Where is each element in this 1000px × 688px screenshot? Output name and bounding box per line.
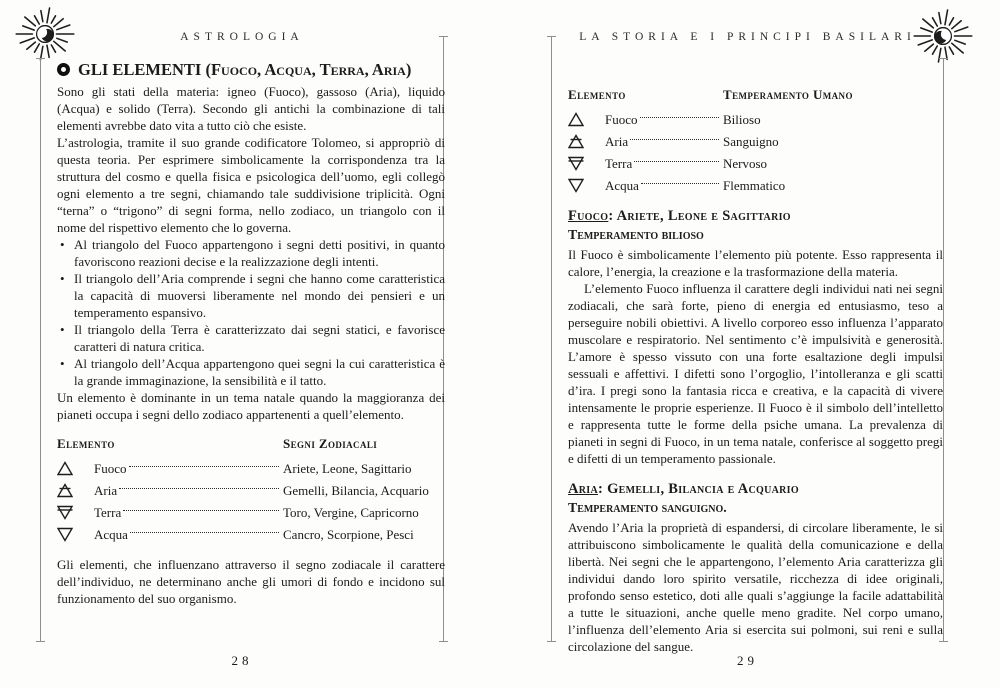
bullet-item: • Il triangolo della Terra è caratterizzato dai segni statici, e favorisce caratteri di natura critica. xyxy=(57,321,445,355)
column-header-elemento: Elemento xyxy=(57,436,115,451)
bullet-list xyxy=(57,236,445,389)
running-head-right: LA STORIA E I PRINCIPI BASILARI xyxy=(579,31,916,43)
element-name: Terra xyxy=(94,504,122,520)
page-number-left: 28 xyxy=(231,653,253,668)
column-header-segni: Segni Zodiacali xyxy=(283,436,378,451)
table-row xyxy=(57,501,445,523)
table-row xyxy=(57,457,445,479)
table-header xyxy=(568,86,943,103)
bullet-item: • Il triangolo dell’Aria comprende i segni che hanno come caratteristica la capacità di muoversi liberamente nel mondo dei pensieri e un temperamento espansivo. xyxy=(57,270,445,321)
element-signs: Ariete, Leone, Sagittario xyxy=(283,460,412,476)
air-triangle-icon xyxy=(57,483,94,498)
section-subheading: Temperamento sanguigno. xyxy=(568,500,727,515)
element-name: Fuoco xyxy=(605,111,638,127)
right-page-inner-rule xyxy=(551,36,552,642)
column-header-temperamento: Temperamento Umano xyxy=(723,87,853,102)
paragraph: Il Fuoco è simbolicamente l’elemento più potente. Esso rappresenta il calore, l’energia, la creazione e la trasformazione della materia. xyxy=(568,247,943,279)
dotted-leader xyxy=(123,509,279,511)
right-page-outer-rule xyxy=(943,58,944,642)
air-triangle-icon xyxy=(568,134,605,149)
dotted-leader xyxy=(641,182,719,184)
section-aria xyxy=(568,480,943,655)
element-name: Acqua xyxy=(605,177,639,193)
paragraph: Avendo l’Aria la proprietà di espandersi, di circolare liberamente, le si attribuiscono simbolicamente le qualità della comunicazione e della libertà. Nei segni che le appartengono, l’elemento Aria caratterizza gli individui dando loro spirito versatile, ricchezza di idee originali, profondo senso estetico, doti alle quali s’aggiunge la facile adattabilità a tutte le situazioni, anche quelle meno gradite. Nel corpo umano, l’influenza dell’elemento Aria si esercita sui polmoni, sui reni e sulla circolazione del sangue. xyxy=(568,520,943,654)
paragraph: Un elemento è dominante in un tema natale quando la maggioranza dei pianeti occupa i segni dello zodiaco appartenenti a quell’elemento. xyxy=(57,390,445,422)
element-heading-underlined: Aria xyxy=(568,481,599,497)
element-signs: Toro, Vergine, Capricorno xyxy=(283,504,419,520)
element-name: Aria xyxy=(605,133,629,149)
dotted-leader xyxy=(130,531,279,533)
earth-triangle-icon xyxy=(57,505,94,520)
element-signs: Gemelli, Bilancia, Acquario xyxy=(283,482,429,498)
elements-temperament-table xyxy=(568,86,943,196)
running-head-left: ASTROLOGIA xyxy=(180,31,304,43)
section-heading xyxy=(568,480,943,499)
fire-triangle-icon xyxy=(57,461,94,476)
heading-rest: : Ariete, Leone e Sagittario xyxy=(608,208,791,224)
column-header-elemento: Elemento xyxy=(568,87,626,102)
element-temperament: Nervoso xyxy=(723,155,768,171)
paragraph: Gli elementi, che influenzano attraverso il segno zodiacale il carattere dell’individuo, ne determinano anche gli umori di fondo e incidono sul funzionamento del suo organismo. xyxy=(57,557,445,606)
dotted-leader xyxy=(119,487,279,489)
bullet-item: • Al triangolo del Fuoco appartengono i segni detti positivi, in quanto favoriscono reazioni decise e la realizzazione degli intenti. xyxy=(57,236,445,270)
section-fuoco xyxy=(568,207,943,467)
table-row xyxy=(57,479,445,501)
bullet-item: • Al triangolo dell’Acqua appartengono quei segni la cui caratteristica è la grande immaginazione, la sensibilità e il tatto. xyxy=(57,355,445,389)
section-subheading: Temperamento bilioso xyxy=(568,227,704,242)
element-temperament: Bilioso xyxy=(723,111,761,127)
dotted-leader xyxy=(129,465,280,467)
heading-rest: : Gemelli, Bilancia e Acquario xyxy=(598,481,799,497)
left-page-text-column xyxy=(57,61,445,607)
element-temperament: Flemmatico xyxy=(723,177,786,193)
fire-triangle-icon xyxy=(568,112,605,127)
section-heading xyxy=(568,207,943,226)
left-page-outer-rule xyxy=(40,58,41,642)
right-page-text-column xyxy=(568,74,943,655)
paragraph: L’elemento Fuoco influenza il carattere degli individui nati nei segni zodiacali, che sarà forte, pieno di energia ed entusiasmo, teso a perseguire nobili obiettivi. A livello corporeo esso influenza l’apparato muscolare e respiratorio. Nel sentimento c’è impulsività e generosità. L’amore è spesso vissuto con una forte esaltazione degli impulsi sessuali e affettivi. I difetti sono l’orgoglio, l’intolleranza e gli scatti d’ira. I pregi sono la fantasia ricca e creativa, e la capacità di vivere intensamente le proprie esperienze. Il Fuoco è il simbolo dell’intelletto e rappresenta tutte le forme della psiche umana. La prevalenza di pianeti in segni di Fuoco, in un tema natale, conferisce al soggetto pregi e difetti di un temperamento passionale. xyxy=(568,281,943,466)
section-title xyxy=(57,61,445,78)
element-name: Terra xyxy=(605,155,633,171)
element-name: Acqua xyxy=(94,526,128,542)
table-row xyxy=(568,130,943,152)
table-header xyxy=(57,435,445,452)
element-temperament: Sanguigno xyxy=(723,133,779,149)
elements-signs-table xyxy=(57,435,445,545)
paragraph: L’astrologia, tramite il suo grande codificatore Tolomeo, si appropriò di questa teoria. Per esprimere simbolicamente la corrispondenza tra la struttura del cosmo e quella fisica e psicologica dell’uomo, egli collegò ogni elemento a tre segni, chiamando tale suddivisione triplicità. Ogni “terna” o “trigono” di segni forma, nello zodiaco, un triangolo con il nome del rispettivo elemento che lo governa. xyxy=(57,135,445,235)
element-name: Fuoco xyxy=(94,460,127,476)
sun-ring-icon xyxy=(57,63,70,76)
table-row xyxy=(568,108,943,130)
paragraph: Sono gli stati della materia: igneo (Fuoco), gassoso (Aria), liquido (Acqua) e solido (Terra). Secondo gli antichi la combinazione di tali elementi avrebbe dato vita a tutto ciò che esiste. xyxy=(57,84,445,133)
element-signs: Cancro, Scorpione, Pesci xyxy=(283,526,414,542)
page-number-right: 29 xyxy=(737,653,758,668)
dotted-leader xyxy=(630,138,719,140)
table-row xyxy=(57,523,445,545)
element-name: Aria xyxy=(94,482,118,498)
section-title-main: GLI ELEMENTI (Fuoco, Acqua, Terra, Aria) xyxy=(78,60,412,79)
water-triangle-icon xyxy=(568,178,605,193)
dotted-leader xyxy=(640,116,720,118)
water-triangle-icon xyxy=(57,527,94,542)
table-row xyxy=(568,174,943,196)
dotted-leader xyxy=(634,160,719,162)
element-heading-underlined: Fuoco xyxy=(568,208,609,224)
table-row xyxy=(568,152,943,174)
earth-triangle-icon xyxy=(568,156,605,171)
